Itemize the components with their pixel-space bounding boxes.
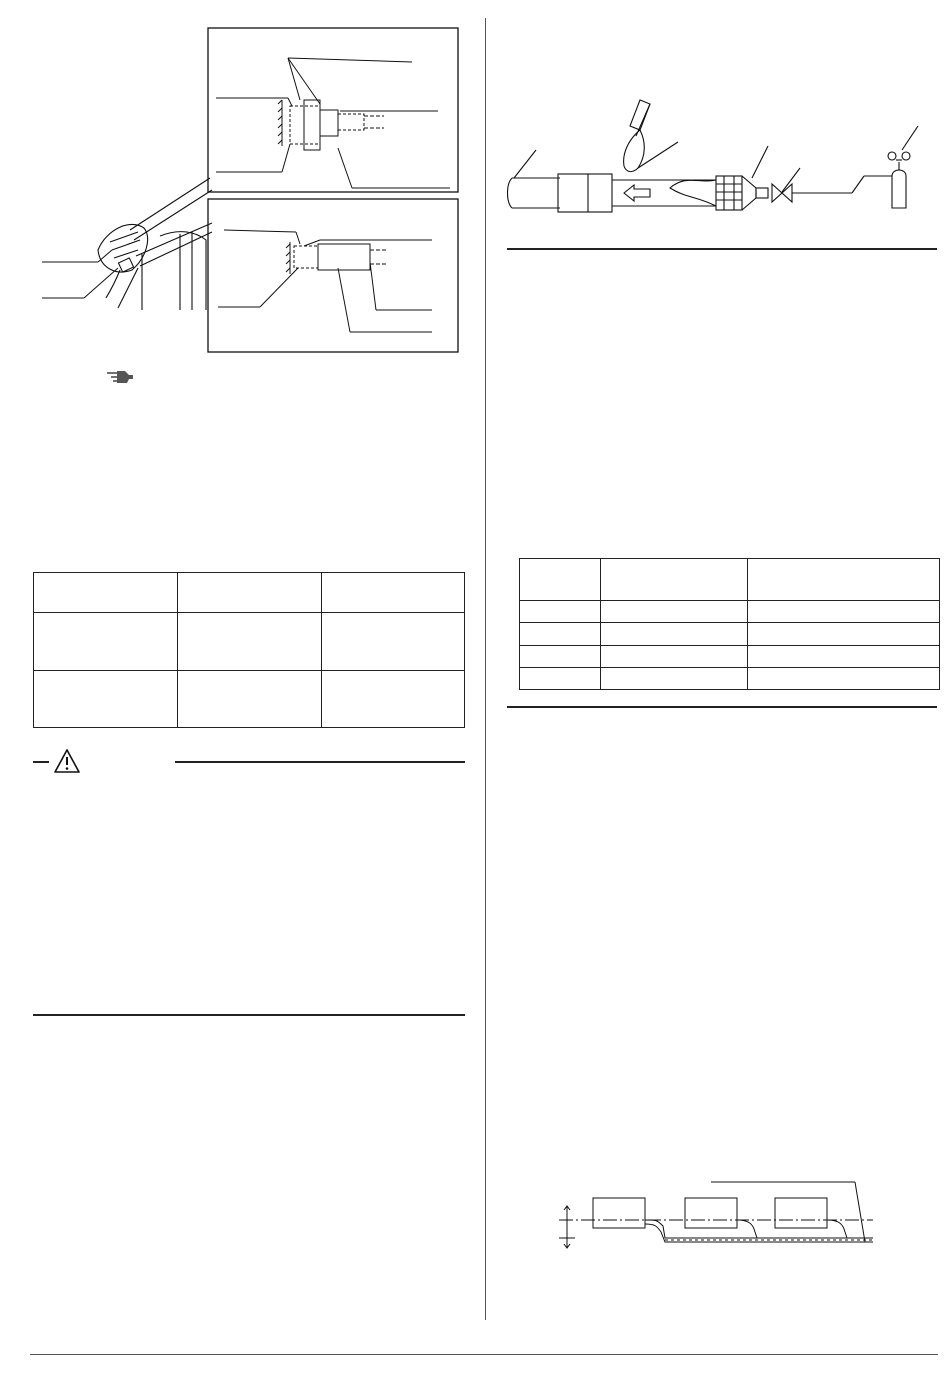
pipe [508, 178, 513, 208]
torque-table [33, 572, 465, 728]
table-cell [748, 667, 940, 689]
pipe-size-table [519, 558, 940, 690]
section-rule-right-1 [507, 248, 937, 250]
table-cell [322, 613, 465, 670]
table-cell [748, 623, 940, 645]
table-cell [520, 623, 601, 645]
table-cell [178, 613, 322, 670]
table-cell [748, 601, 940, 623]
table-cell [520, 559, 601, 601]
taped-fitting [716, 176, 742, 210]
leader-lines-left [42, 250, 118, 298]
footer-rule [30, 1354, 938, 1355]
table-cell [520, 667, 601, 689]
table-cell [601, 601, 748, 623]
table-cell [34, 613, 178, 670]
table-cell [601, 645, 748, 667]
table-row [34, 613, 465, 670]
table-row [520, 645, 940, 667]
section-rule-left [33, 1014, 465, 1016]
table-row [520, 623, 940, 645]
multi-unit-piping-illustration [553, 1176, 893, 1256]
indoor-unit-3 [775, 1198, 827, 1228]
column-divider [485, 18, 486, 1320]
flare-nut-illustration [20, 18, 480, 378]
table-row [520, 667, 940, 689]
table-cell [34, 573, 178, 613]
indoor-unit-1 [593, 1198, 645, 1228]
indoor-unit-2 [685, 1198, 737, 1228]
nitrogen-cylinder [892, 170, 906, 208]
table-cell [520, 645, 601, 667]
table-cell [322, 573, 465, 613]
brazing-illustration [500, 96, 940, 226]
table-cell [601, 623, 748, 645]
valve [772, 184, 792, 202]
table-cell [748, 645, 940, 667]
hands-with-wrenches [98, 178, 212, 310]
pointing-hand-icon [107, 370, 133, 384]
table-cell [178, 573, 322, 613]
section-rule-right-2 [507, 706, 937, 708]
inset-box-lower [208, 199, 458, 352]
flare-fitting-detail-upper [216, 58, 450, 188]
table-row [520, 559, 940, 601]
caution-rule-left [33, 761, 49, 763]
table-cell [601, 559, 748, 601]
table-cell [520, 601, 601, 623]
table-row [34, 670, 465, 727]
flare-fitting-detail-lower [218, 230, 432, 332]
table-cell [748, 559, 940, 601]
table-cell [178, 670, 322, 727]
caution-rule-right [175, 761, 465, 763]
table-cell [34, 670, 178, 727]
table-row [520, 601, 940, 623]
table-cell [601, 667, 748, 689]
flow-arrow [624, 185, 650, 201]
table-row [34, 573, 465, 613]
warning-triangle-icon [53, 748, 81, 774]
pipe-coupling [558, 174, 612, 212]
table-cell [322, 670, 465, 727]
